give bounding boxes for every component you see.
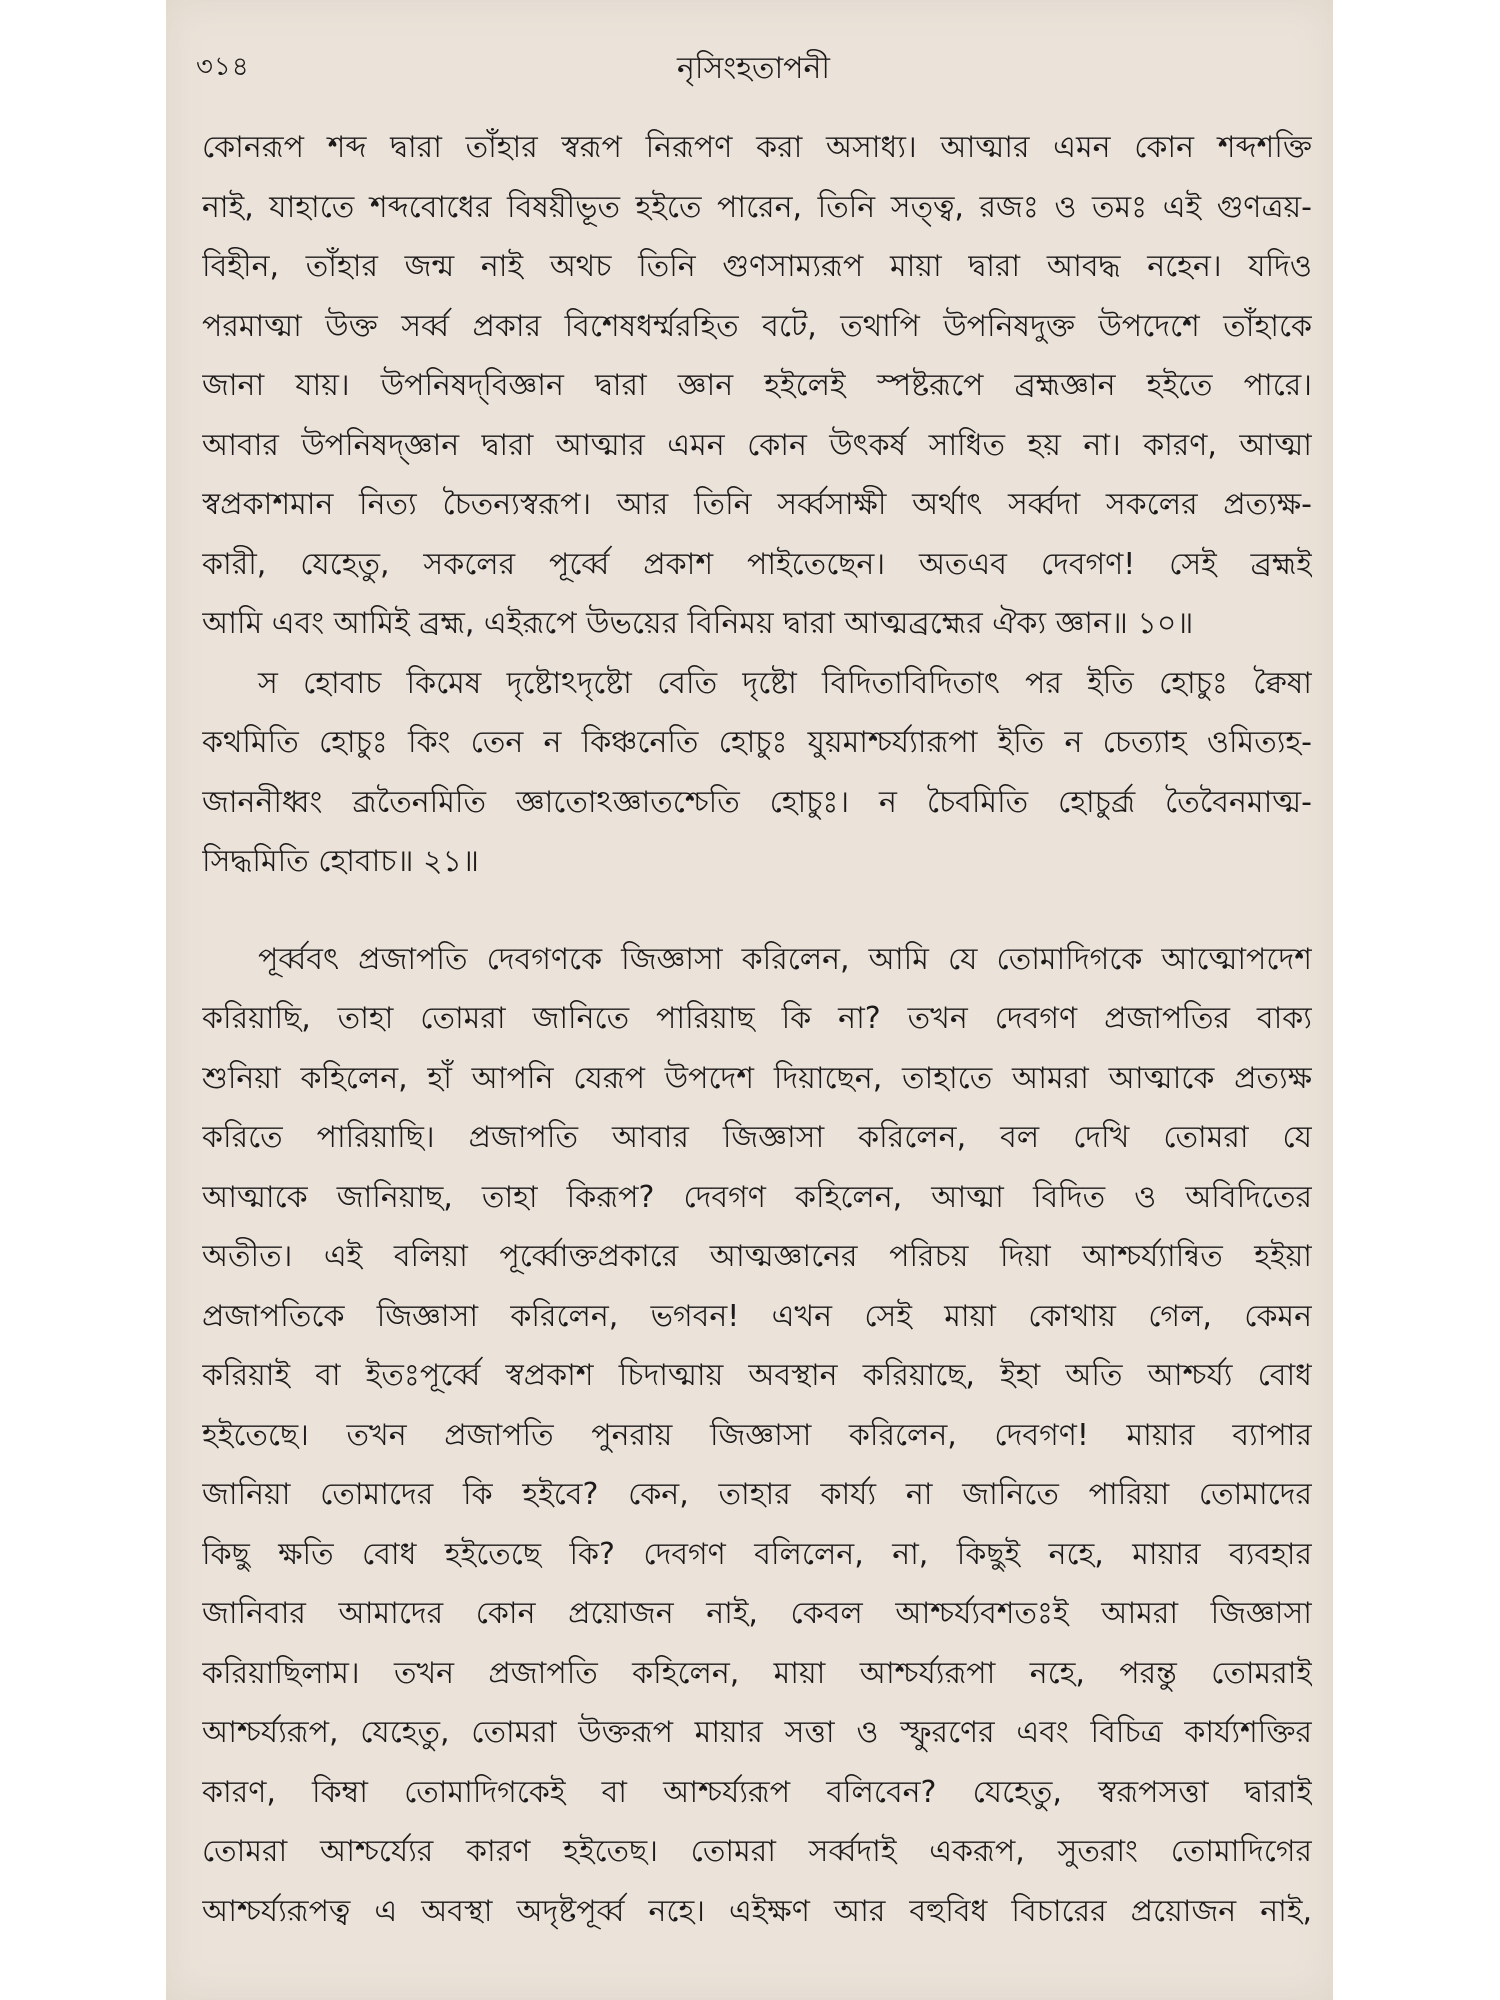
text-line: কিছু ক্ষতি বোধ হইতেছে কি? দেবগণ বলিলেন, না, কিছুই নহে, মায়ার ব্যবহার bbox=[202, 1536, 1312, 1572]
text-line: বিহীন, তাঁহার জন্ম নাই অথচ তিনি গুণসাম্যরূপ মায়া দ্বারা আবদ্ধ নহেন। যদিও bbox=[202, 249, 1312, 284]
verse-line: জাননীধ্বং ব্রূতৈনমিতি জ্ঞাতোঽজ্ঞাতশ্চেতি হোচুঃ। ন চৈবমিতি হোচুর্ব্রূ তৈবৈনমাত্ম- bbox=[202, 784, 1312, 820]
text-line: জানা যায়। উপনিষদ্‌বিজ্ঞান দ্বারা জ্ঞান হইলেই স্পষ্টরূপে ব্রহ্মজ্ঞান হইতে পারে। bbox=[202, 368, 1312, 403]
page-number: ৩১৪ bbox=[196, 52, 250, 82]
sanskrit-verse bbox=[202, 654, 1312, 892]
verse-line: সিদ্ধমিতি হোবাচ॥ ২১॥ bbox=[202, 844, 479, 879]
text-line: অতীত। এই বলিয়া পূর্ব্বোক্তপ্রকারে আত্মজ্ঞানের পরিচয় দিয়া আশ্চর্য্যান্বিত হইয়া bbox=[202, 1239, 1312, 1274]
text-line: আশ্চর্য্যরূপত্ব এ অবস্থা অদৃষ্টপূর্ব্ব নহে। এইক্ষণ আর বহুবিধ বিচারের প্রয়োজন নাই, bbox=[202, 1893, 1312, 1929]
text-line: পরমাত্মা উক্ত সর্ব্ব প্রকার বিশেষধর্ম্মরহিত বটে, তথাপি উপনিষদুক্ত উপদেশে তাঁহাকে bbox=[202, 308, 1312, 344]
text-line: পূর্ব্ববৎ প্রজাপতি দেবগণকে জিজ্ঞাসা করিলেন, আমি যে তোমাদিগকে আত্মোপদেশ bbox=[258, 941, 1312, 977]
text-line: করিয়াই বা ইতঃপূর্ব্বে স্বপ্রকাশ চিদাত্মায় অবস্থান করিয়াছে, ইহা অতি আশ্চর্য্য বোধ bbox=[202, 1358, 1312, 1393]
text-line: করিতে পারিয়াছি। প্রজাপতি আবার জিজ্ঞাসা করিলেন, বল দেখি তোমরা যে bbox=[202, 1120, 1312, 1155]
text-line: কারী, যেহেতু, সকলের পূর্ব্বে প্রকাশ পাইতেছেন। অতএব দেবগণ! সেই ব্রহ্মই bbox=[202, 546, 1312, 582]
text-line: হইতেছে। তখন প্রজাপতি পুনরায় জিজ্ঞাসা করিলেন, দেবগণ! মায়ার ব্যাপার bbox=[202, 1417, 1312, 1453]
text-line: করিয়াছিলাম। তখন প্রজাপতি কহিলেন, মায়া আশ্চর্য্যরূপা নহে, পরন্তু তোমরাই bbox=[202, 1655, 1312, 1691]
text-line: প্রজাপতিকে জিজ্ঞাসা করিলেন, ভগবন! এখন সেই মায়া কোথায় গেল, কেমন bbox=[202, 1298, 1312, 1334]
page-body bbox=[202, 118, 1312, 1941]
verse-line: কথমিতি হোচুঃ কিং তেন ন কিঞ্চনেতি হোচুঃ যুয়মাশ্চর্য্যারূপা ইতি ন চেত্যাহ ওমিত্যহ- bbox=[202, 725, 1312, 760]
text-line: কোনরূপ শব্দ দ্বারা তাঁহার স্বরূপ নিরূপণ করা অসাধ্য। আত্মার এমন কোন শব্দশক্তি bbox=[202, 130, 1312, 165]
running-title: নৃসিংহতাপনী bbox=[676, 51, 831, 86]
book-page bbox=[166, 0, 1333, 2000]
paragraph-spacer bbox=[202, 892, 1312, 930]
text-line: আশ্চর্য্যরূপ, যেহেতু, তোমরা উক্তরূপ মায়ার সত্তা ও স্ফুরণের এবং বিচিত্র কার্য্যশক্তির bbox=[202, 1715, 1312, 1750]
page-header bbox=[196, 38, 1311, 98]
text-line: কারণ, কিম্বা তোমাদিগকেই বা আশ্চর্য্যরূপ বলিবেন? যেহেতু, স্বরূপসত্তা দ্বারাই bbox=[202, 1774, 1312, 1810]
commentary-paragraph-1 bbox=[202, 118, 1312, 654]
text-line: আত্মাকে জানিয়াছ, তাহা কিরূপ? দেবগণ কহিলেন, আত্মা বিদিত ও অবিদিতের bbox=[202, 1179, 1312, 1215]
text-line: জানিবার আমাদের কোন প্রয়োজন নাই, কেবল আশ্চর্য্যবশতঃই আমরা জিজ্ঞাসা bbox=[202, 1596, 1312, 1631]
verse-line: স হোবাচ কিমেষ দৃষ্টোঽদৃষ্টো বেতি দৃষ্টো বিদিতাবিদিতাৎ পর ইতি হোচুঃ ক্বৈষা bbox=[258, 665, 1312, 701]
text-line: শুনিয়া কহিলেন, হাঁ আপনি যেরূপ উপদেশ দিয়াছেন, তাহাতে আমরা আত্মাকে প্রত্যক্ষ bbox=[202, 1060, 1312, 1096]
text-line: আমি এবং আমিই ব্রহ্ম, এইরূপে উভয়ের বিনিময় দ্বারা আত্মব্রহ্মের ঐক্য জ্ঞান॥ ১০॥ bbox=[202, 606, 1194, 641]
text-line: তোমরা আশ্চর্য্যের কারণ হইতেছ। তোমরা সর্ব্বদাই একরূপ, সুতরাং তোমাদিগের bbox=[202, 1834, 1312, 1869]
text-line: স্বপ্রকাশমান নিত্য চৈতন্যস্বরূপ। আর তিনি সর্ব্বসাক্ষী অর্থাৎ সর্ব্বদা সকলের প্রত্যক্ষ- bbox=[202, 487, 1312, 522]
text-line: নাই, যাহাতে শব্দবোধের বিষয়ীভূত হইতে পারেন, তিনি সত্ত্ব, রজঃ ও তমঃ এই গুণত্রয়- bbox=[202, 189, 1312, 225]
commentary-paragraph-2 bbox=[202, 930, 1312, 1942]
text-line: জানিয়া তোমাদের কি হইবে? কেন, তাহার কার্য্য না জানিতে পারিয়া তোমাদের bbox=[202, 1477, 1312, 1512]
text-line: করিয়াছি, তাহা তোমরা জানিতে পারিয়াছ কি না? তখন দেবগণ প্রজাপতির বাক্য bbox=[202, 1001, 1312, 1036]
text-line: আবার উপনিষদ্‌জ্ঞান দ্বারা আত্মার এমন কোন উৎকর্ষ সাধিত হয় না। কারণ, আত্মা bbox=[202, 427, 1312, 463]
